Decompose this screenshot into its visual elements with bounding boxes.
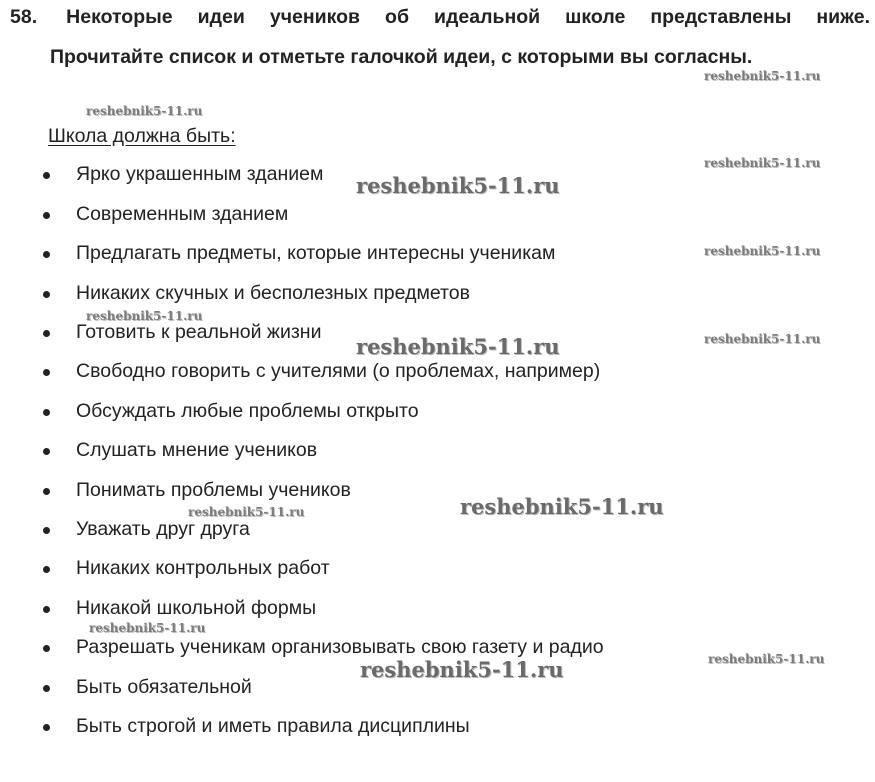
bullet-icon xyxy=(43,409,50,416)
watermark: reshebnik5-11.ru xyxy=(86,309,203,323)
watermark: reshebnik5-11.ru xyxy=(360,657,564,682)
watermark: reshebnik5-11.ru xyxy=(86,104,203,118)
bullet-icon xyxy=(43,527,50,534)
bullet-icon xyxy=(43,291,50,298)
watermark: reshebnik5-11.ru xyxy=(704,244,821,258)
bullet-icon xyxy=(43,606,50,613)
bullet-icon xyxy=(43,251,50,258)
watermark: reshebnik5-11.ru xyxy=(704,332,821,346)
list-item-text: Свободно говорить с учителями (о проблемах, например) xyxy=(76,360,601,382)
bullet-icon xyxy=(43,172,50,179)
bullet-icon xyxy=(43,369,50,376)
bullet-icon xyxy=(43,488,50,495)
bullet-icon xyxy=(43,645,50,652)
list-item-text: Готовить к реальной жизни xyxy=(76,321,322,343)
task-text-line-2: Прочитайте список и отметьте галочкой идеи, с которыми вы согласны. xyxy=(50,46,753,68)
list-item-text: Разрешать ученикам организовывать свою газету и радио xyxy=(76,636,604,658)
watermark: reshebnik5-11.ru xyxy=(704,156,821,170)
list-item-text: Быть обязательной xyxy=(76,676,252,698)
watermark: reshebnik5-11.ru xyxy=(89,621,206,635)
list-item-text: Быть строгой и иметь правила дисциплины xyxy=(76,715,470,737)
list-item-text: Никаких скучных и бесполезных предметов xyxy=(76,282,470,304)
list-item-text: Понимать проблемы учеников xyxy=(76,479,351,501)
watermark: reshebnik5-11.ru xyxy=(356,173,560,198)
bullet-icon xyxy=(43,212,50,219)
watermark: reshebnik5-11.ru xyxy=(708,652,825,666)
task-text-line-1: Некоторые идеи учеников об идеальной школе представлены ниже. xyxy=(66,6,870,28)
list-item-text: Современным зданием xyxy=(76,203,289,225)
watermark: reshebnik5-11.ru xyxy=(460,494,664,519)
watermark: reshebnik5-11.ru xyxy=(704,69,821,83)
task-line-1 xyxy=(10,8,870,28)
bullet-icon xyxy=(43,685,50,692)
bullet-icon xyxy=(43,566,50,573)
bullet-icon xyxy=(43,330,50,337)
list-item-text: Слушать мнение учеников xyxy=(76,439,318,461)
list-item-text: Уважать друг друга xyxy=(76,518,250,540)
bullet-icon xyxy=(43,724,50,731)
watermark: reshebnik5-11.ru xyxy=(356,334,560,359)
list-item-text: Никакой школьной формы xyxy=(76,597,317,619)
list-heading: Школа должна быть: xyxy=(48,125,236,147)
list-item-text: Обсуждать любые проблемы открыто xyxy=(76,400,419,422)
bullet-icon xyxy=(43,448,50,455)
list-item-text: Никаких контрольных работ xyxy=(76,557,330,579)
list-item-text: Ярко украшенным зданием xyxy=(76,163,324,185)
watermark: reshebnik5-11.ru xyxy=(188,505,305,519)
list-item-text: Предлагать предметы, которые интересны ученикам xyxy=(76,242,556,264)
task-number: 58. xyxy=(10,6,38,28)
